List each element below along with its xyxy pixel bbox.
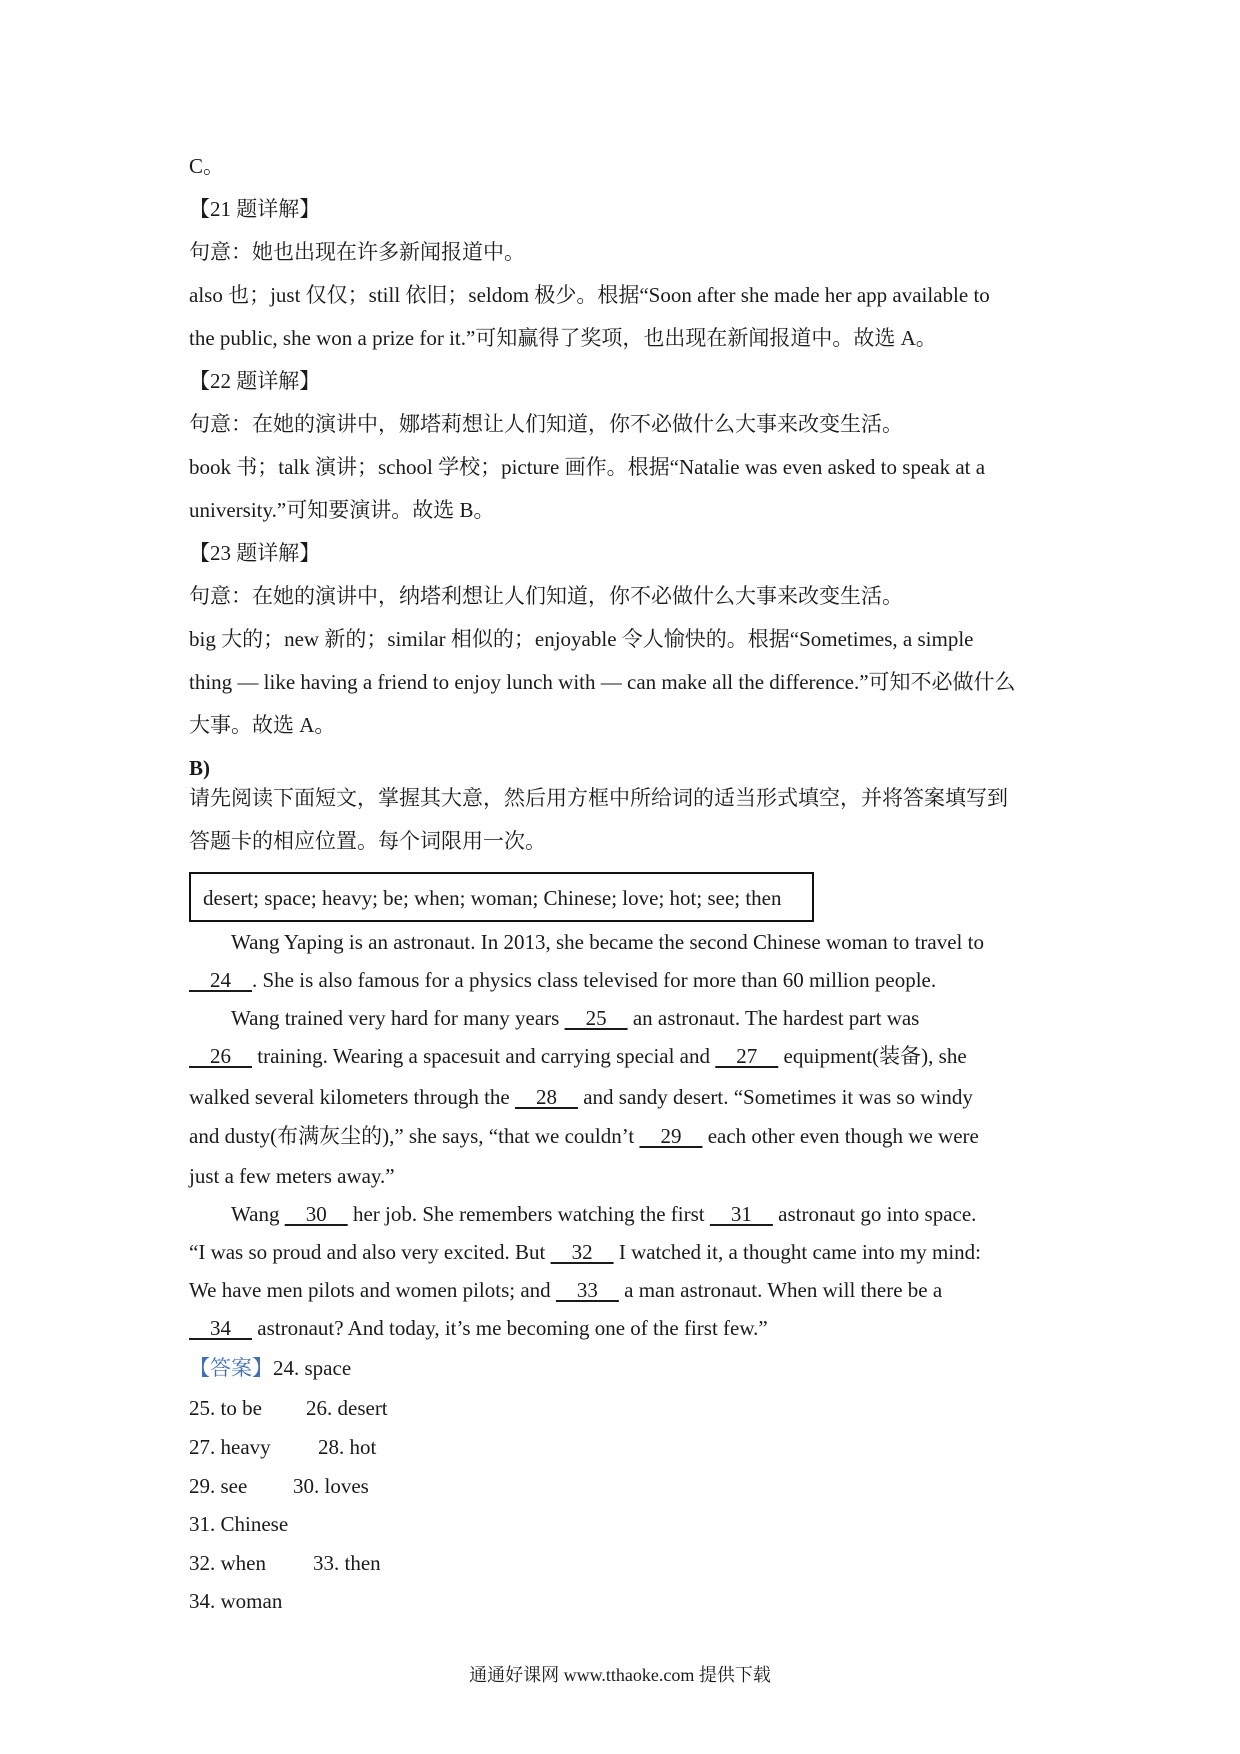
answer-29: 29. see	[189, 1474, 248, 1498]
blank-32: 32	[550, 1240, 614, 1264]
passage-text: and sandy desert. “Sometimes it was so windy	[577, 1085, 973, 1109]
word-box-text: desert; space; heavy; be; when; woman; Chinese; love; hot; see; then	[203, 886, 782, 910]
blank-24: 24	[189, 968, 252, 992]
blank-29: 29	[639, 1124, 703, 1148]
section-label-b: B)	[189, 756, 210, 780]
section-heading-23: 【23 题详解】	[189, 541, 321, 565]
page-footer: 通通好课网 www.tthaoke.com 提供下载	[469, 1665, 771, 1685]
answer-25: 25. to be	[189, 1396, 262, 1420]
text-line: also 也；just 仅仅；still 依旧；seldom 极少。根据“Soon after she made her app available to	[189, 283, 990, 307]
text-line: big 大的；new 新的；similar 相似的；enjoyable 令人愉快的。根据“Sometimes, a simple	[189, 627, 974, 651]
passage-line: just a few meters away.”	[189, 1164, 395, 1188]
text-line: C。	[189, 154, 225, 178]
word-box	[189, 872, 814, 922]
passage-text: I watched it, a thought came into my mind:	[613, 1240, 981, 1264]
blank-34: 34	[189, 1316, 252, 1340]
answer-line	[189, 1435, 377, 1459]
passage-text: her job. She remembers watching the first	[347, 1202, 710, 1226]
passage-line	[231, 1202, 976, 1226]
answer-24: 24. space	[273, 1356, 352, 1380]
answer-line	[189, 1551, 381, 1575]
answer-line	[189, 1356, 351, 1380]
passage-text: astronaut go into space.	[772, 1202, 977, 1226]
passage-line	[231, 1006, 919, 1030]
blank-28: 28	[514, 1085, 578, 1109]
passage-line	[189, 968, 936, 992]
answer-33: 33. then	[313, 1551, 381, 1575]
passage-line	[231, 930, 984, 954]
text-line: the public, she won a prize for it.”可知赢得了奖项，也出现在新闻报道中。故选 A。	[189, 326, 937, 350]
text-line: 句意：在她的演讲中，纳塔利想让人们知道，你不必做什么大事来改变生活。	[189, 584, 903, 608]
passage-text: . She is also famous for a physics class televised for more than 60 million people.	[252, 968, 937, 992]
passage-line	[189, 1316, 768, 1340]
passage-line	[189, 1124, 979, 1148]
text-line: thing — like having a friend to enjoy lunch with — can make all the difference.”可知不必做什么	[189, 670, 1016, 694]
answer-30: 30. loves	[293, 1474, 369, 1498]
text-line: university.”可知要演讲。故选 B。	[189, 498, 495, 522]
answer-26: 26. desert	[306, 1396, 388, 1420]
passage-line	[189, 1278, 942, 1302]
passage-text: equipment(装备), she	[778, 1044, 967, 1068]
passage-text: and dusty(布满灰尘的),” she says, “that we couldn’t	[189, 1124, 640, 1148]
section-heading-22: 【22 题详解】	[189, 369, 321, 393]
blank-33: 33	[555, 1278, 619, 1302]
answer-label: 【答案】	[189, 1356, 273, 1380]
passage-text: Wang Yaping is an astronaut. In 2013, she became the second Chinese woman to travel to	[231, 930, 984, 954]
section-heading-21: 【21 题详解】	[189, 197, 321, 221]
passage-text: walked several kilometers through the	[189, 1085, 515, 1109]
passage-line	[189, 1240, 981, 1264]
passage-text: astronaut? And today, it’s me becoming one of the first few.”	[252, 1316, 768, 1340]
text-line: 大事。故选 A。	[189, 713, 336, 737]
passage-text: an astronaut. The hardest part was	[627, 1006, 920, 1030]
answer-line: 34. woman	[189, 1589, 283, 1613]
text-line: 句意：在她的演讲中，娜塔莉想让人们知道，你不必做什么大事来改变生活。	[189, 412, 903, 436]
answer-28: 28. hot	[318, 1435, 377, 1459]
blank-26: 26	[189, 1044, 252, 1068]
passage-text: each other even though we were	[702, 1124, 979, 1148]
passage-text: Wang trained very hard for many years	[231, 1006, 565, 1030]
instruction-line: 答题卡的相应位置。每个词限用一次。	[189, 829, 546, 853]
passage-text: “I was so proud and also very excited. But	[189, 1240, 551, 1264]
blank-30: 30	[284, 1202, 348, 1226]
answer-line: 31. Chinese	[189, 1512, 289, 1536]
blank-25: 25	[564, 1006, 628, 1030]
passage-text: a man astronaut. When will there be a	[618, 1278, 943, 1302]
answer-32: 32. when	[189, 1551, 266, 1575]
passage-line	[189, 1085, 973, 1109]
blank-31: 31	[709, 1202, 773, 1226]
passage-text: Wang	[231, 1202, 285, 1226]
text-line: book 书；talk 演讲；school 学校；picture 画作。根据“Natalie was even asked to speak at a	[189, 455, 986, 479]
passage-line	[189, 1044, 967, 1068]
answer-line	[189, 1474, 369, 1498]
blank-27: 27	[715, 1044, 779, 1068]
passage-text: We have men pilots and women pilots; and	[189, 1278, 556, 1302]
text-line: 句意：她也出现在许多新闻报道中。	[189, 240, 525, 264]
answer-line	[189, 1396, 388, 1420]
answer-27: 27. heavy	[189, 1435, 271, 1459]
instruction-line: 请先阅读下面短文，掌握其大意，然后用方框中所给词的适当形式填空，并将答案填写到	[189, 786, 1008, 810]
passage-text: training. Wearing a spacesuit and carrying special and	[252, 1044, 716, 1068]
